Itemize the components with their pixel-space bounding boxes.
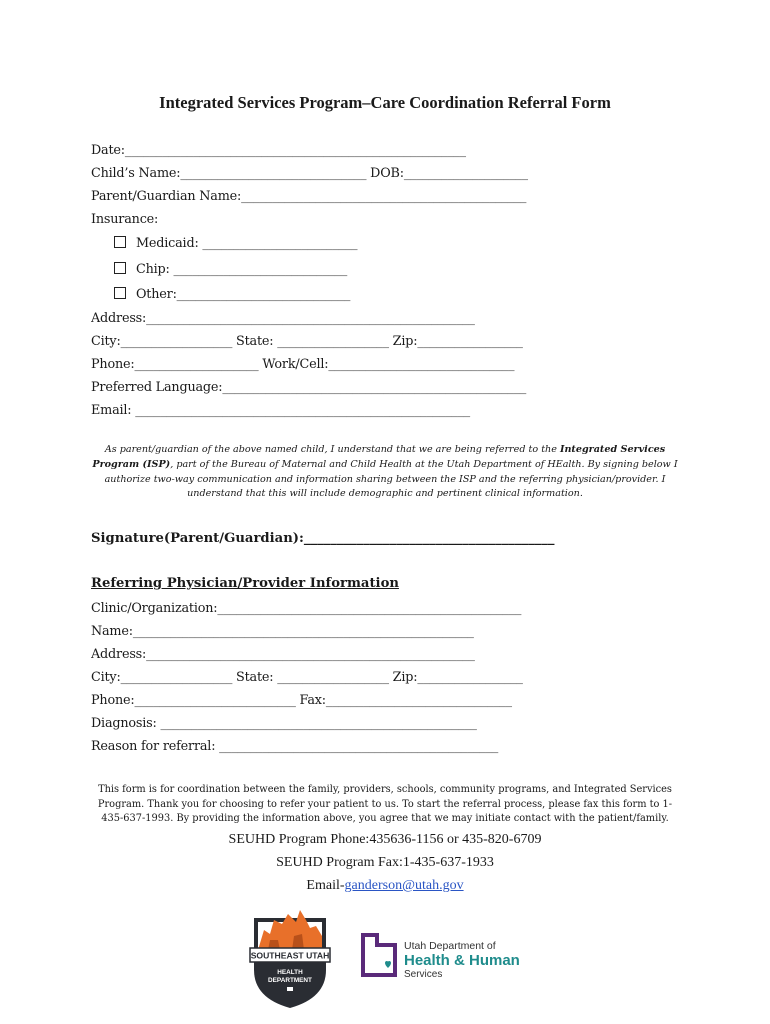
seuhd-department-text: DEPARTMENT (268, 977, 312, 984)
other-checkbox[interactable] (114, 287, 126, 299)
child-name-dob-field[interactable]: Child’s Name:______________________________ DOB:____________________ (91, 166, 528, 181)
city-state-zip-field[interactable]: City:__________________ State: __________________ Zip:_________________ (91, 334, 523, 349)
diagnosis-field[interactable]: Diagnosis: ___________________________________________________ (91, 716, 477, 731)
insurance-label: Insurance: (91, 212, 159, 227)
form-title: Integrated Services Program–Care Coordination Referral Form (159, 93, 611, 112)
consent-statement: As parent/guardian of the above named child, I understand that we are being referred to the Integrated Services Program (ISP), part of the Bureau of Maternal and Child Health at the Utah Department of HEalth. By signing below I authorize two-way communication and information sharing between the ISP and the referring physician/provider. I understand that this will include demographic and pertinent clinical information. (92, 444, 678, 500)
date-field[interactable]: Date:_______________________________________________________ (91, 143, 466, 158)
isp-name: Integrated Services Program (ISP) (92, 444, 666, 470)
medicaid-option[interactable] (114, 236, 357, 251)
chip-label: Chip: ____________________________ (136, 262, 348, 277)
dhhs-line1: Utah Department of (404, 940, 496, 952)
dhhs-line3: Services (404, 969, 443, 980)
provider-address-field[interactable]: Address:_____________________________________________________ (91, 647, 475, 662)
provider-name-field[interactable]: Name:_______________________________________________________ (91, 624, 474, 639)
program-fax: SEUHD Program Fax:1-435-637-1933 (276, 855, 494, 870)
other-label: Other:____________________________ (136, 287, 351, 302)
footer-note: This form is for coordination between the family, providers, schools, community programs, and Integrated Services Program. Thank you for choosing to refer your patient to us. To start the referral process, please fax this form to 1-435-637-1993. By providing the information above, you agree that we may initiate contact with the patient/family. (97, 784, 673, 825)
chip-checkbox[interactable] (114, 262, 126, 274)
provider-phone-fax-field[interactable]: Phone:__________________________ Fax:______________________________ (91, 693, 512, 708)
program-phone: SEUHD Program Phone:435636-1156 or 435-820-6709 (228, 832, 542, 847)
chip-option[interactable] (114, 262, 347, 277)
signature-field[interactable]: Signature(Parent/Guardian):______________________________________ (91, 531, 555, 546)
seuhd-logo (244, 900, 336, 1010)
program-email: Email-ganderson@utah.gov (306, 878, 464, 893)
clinic-field[interactable]: Clinic/Organization:_________________________________________________ (91, 601, 522, 616)
preferred-language-field[interactable]: Preferred Language:_________________________________________________ (91, 380, 527, 395)
provider-section-heading: Referring Physician/Provider Information (91, 576, 399, 591)
utah-state-icon (360, 932, 398, 978)
email-field[interactable]: Email: ______________________________________________________ (91, 403, 470, 418)
parent-guardian-field[interactable]: Parent/Guardian Name:______________________________________________ (91, 189, 527, 204)
medicaid-checkbox[interactable] (114, 236, 126, 248)
seuhd-health-text: HEALTH (277, 969, 303, 976)
reason-field[interactable]: Reason for referral: _____________________________________________ (91, 739, 499, 754)
other-option[interactable] (114, 287, 350, 302)
email-link[interactable]: ganderson@utah.gov (344, 878, 464, 893)
provider-city-state-zip-field[interactable]: City:__________________ State: __________________ Zip:_________________ (91, 670, 523, 685)
seuhd-banner-text: SOUTHEAST UTAH (250, 950, 330, 961)
dhhs-line2: Health & Human (404, 952, 520, 969)
address-field[interactable]: Address:_____________________________________________________ (91, 311, 475, 326)
dhhs-logo (360, 930, 540, 980)
phone-workcell-field[interactable]: Phone:____________________ Work/Cell:______________________________ (91, 357, 515, 372)
medicaid-label: Medicaid: _________________________ (136, 236, 358, 251)
